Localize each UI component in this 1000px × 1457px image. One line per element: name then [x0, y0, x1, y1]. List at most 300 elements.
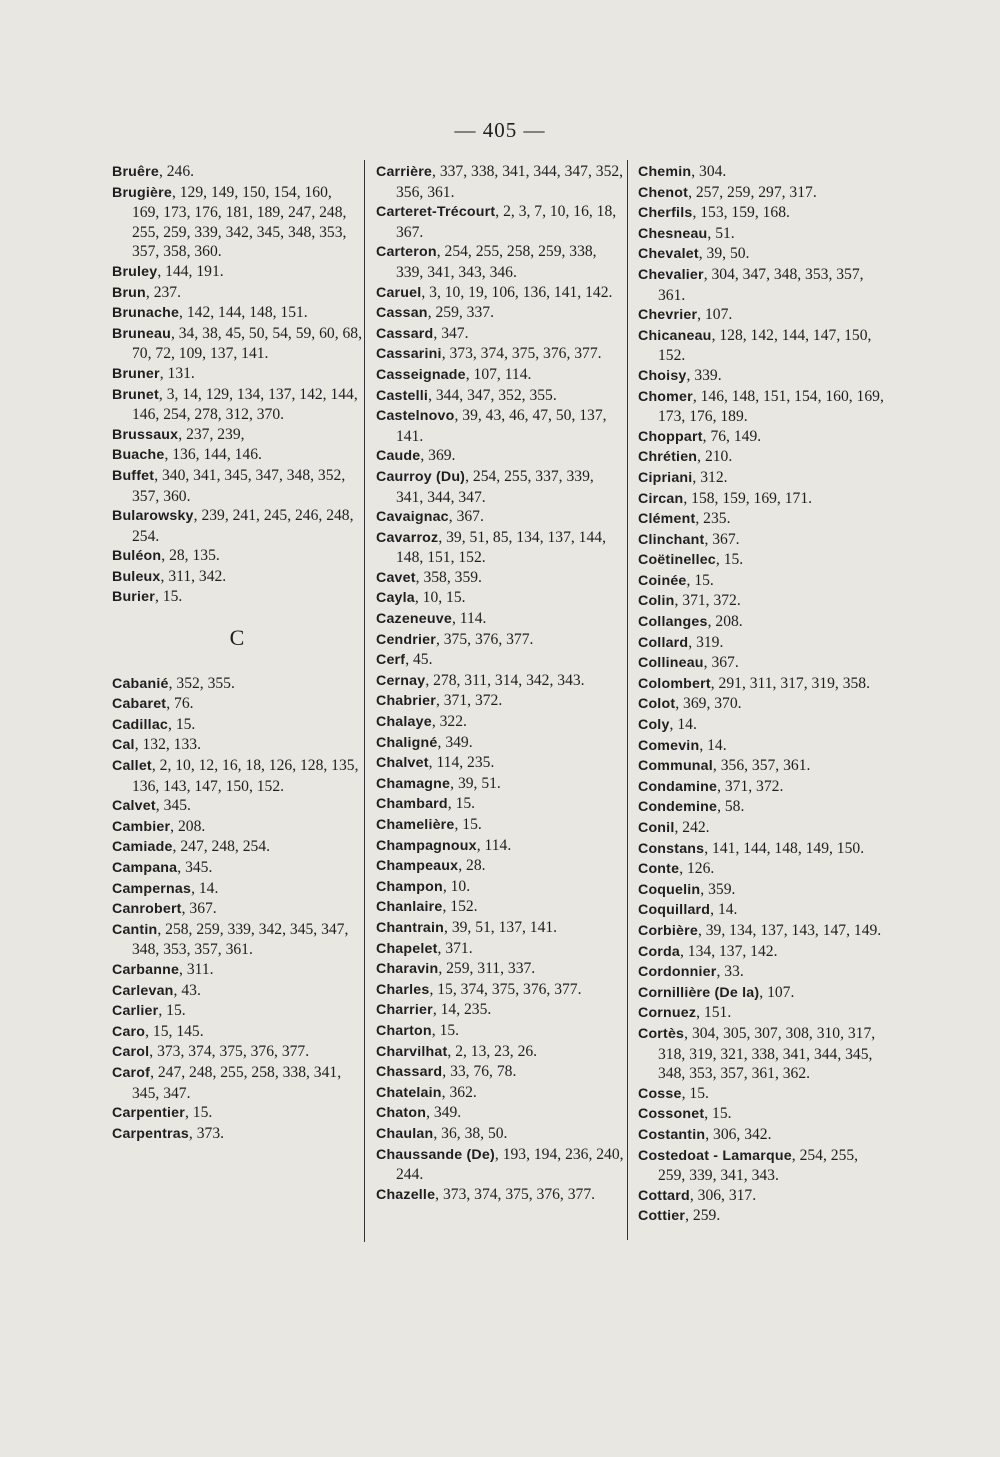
entry-name: Choppart	[638, 428, 703, 445]
entry-page-refs: , 358, 359.	[415, 568, 482, 586]
index-entry	[112, 735, 362, 756]
entry-page-refs: , 291, 311, 317, 319, 358.	[710, 674, 871, 692]
index-entry	[638, 183, 888, 204]
entry-name: Chicaneau	[638, 327, 712, 344]
index-entry	[112, 262, 362, 283]
entry-page-refs: , 3, 14, 129, 134, 137, 142, 144, 146, 254, 278, 312, 370.	[132, 385, 358, 424]
entry-page-refs: , 259, 311, 337.	[438, 960, 536, 978]
index-entry	[376, 386, 624, 407]
index-entry	[376, 202, 624, 242]
entry-page-refs: , 237.	[145, 283, 181, 301]
entry-name: Charrier	[376, 1002, 433, 1019]
entry-page-refs: , 14, 235.	[432, 1001, 492, 1019]
index-entry	[638, 1024, 888, 1084]
entry-name: Cavaignac	[376, 509, 449, 526]
entry-page-refs: , 136, 144, 146.	[164, 446, 262, 464]
entry-name: Cherfils	[638, 205, 693, 222]
entry-name: Champagnoux	[376, 837, 477, 854]
index-entry	[638, 468, 888, 489]
index-entry	[112, 858, 362, 879]
entry-name: Carteron	[376, 244, 437, 261]
index-entry	[376, 794, 624, 815]
entry-page-refs: , 15.	[168, 715, 196, 733]
entry-page-refs: , 14.	[669, 716, 697, 734]
index-entry	[638, 509, 888, 530]
index-entry	[376, 365, 624, 386]
entry-name: Cossonet	[638, 1106, 705, 1123]
index-entry	[112, 694, 362, 715]
entry-page-refs: , 51.	[707, 224, 735, 242]
index-entry	[638, 777, 888, 798]
index-entry	[112, 756, 362, 796]
entry-page-refs: , 373.	[188, 1124, 225, 1142]
entry-name: Charavin	[376, 961, 439, 978]
entry-page-refs: , 153, 159, 168.	[692, 204, 790, 222]
index-entry	[376, 1021, 624, 1042]
entry-page-refs: , 15.	[447, 795, 476, 813]
index-entry	[376, 650, 624, 671]
index-entry	[638, 715, 888, 736]
index-column-2	[376, 162, 624, 1205]
index-entry	[638, 736, 888, 757]
entry-page-refs: , 28.	[458, 857, 486, 875]
entry-name: Choisy	[638, 367, 687, 384]
entry-name: Brunet	[112, 386, 159, 403]
entry-name: Coquillard	[638, 902, 711, 919]
entry-name: Champeaux	[376, 858, 459, 875]
index-entry	[638, 983, 888, 1004]
entry-page-refs: , 373, 374, 375, 376, 377.	[435, 1185, 596, 1203]
entry-name: Conte	[638, 861, 680, 878]
entry-name: Cantin	[112, 921, 158, 938]
index-entry	[638, 1084, 888, 1105]
entry-page-refs: , 340, 341, 345, 347, 348, 352, 357, 360.	[132, 466, 346, 505]
entry-name: Cernay	[376, 672, 426, 689]
entry-name: Bruner	[112, 365, 160, 382]
index-entry	[638, 859, 888, 880]
entry-page-refs: , 126.	[679, 860, 715, 878]
index-entry	[638, 962, 888, 983]
entry-page-refs: , 151.	[696, 1004, 732, 1022]
entry-name: Communal	[638, 758, 713, 775]
entry-name: Coinée	[638, 572, 687, 589]
index-entry	[638, 921, 888, 942]
entry-name: Bularowsky	[112, 508, 194, 525]
index-entry	[112, 587, 362, 608]
entry-page-refs: , 371, 372.	[717, 777, 784, 795]
entry-page-refs: , 369, 370.	[675, 695, 742, 713]
entry-page-refs: , 239, 241, 245, 246, 248, 254.	[132, 507, 354, 545]
index-entry	[376, 1185, 624, 1206]
entry-page-refs: , 373, 374, 375, 376, 377.	[441, 345, 602, 363]
entry-name: Cayla	[376, 590, 415, 607]
entry-name: Comevin	[638, 737, 700, 754]
entry-page-refs: , 304, 347, 348, 353, 357, 361.	[658, 265, 864, 304]
entry-name: Cornuez	[638, 1005, 697, 1022]
entry-page-refs: , 39, 51, 137, 141.	[444, 918, 558, 936]
entry-name: Chenot	[638, 184, 689, 201]
entry-name: Cortès	[638, 1025, 685, 1042]
entry-page-refs: , 254, 255, 259, 339, 341, 343.	[658, 1146, 859, 1185]
index-entry	[112, 1022, 362, 1043]
entry-name: Cendrier	[376, 631, 436, 648]
index-entry	[376, 856, 624, 877]
entry-name: Buache	[112, 447, 165, 464]
entry-name: Coly	[638, 717, 670, 734]
entry-name: Carteret-Trécourt	[376, 204, 496, 221]
entry-page-refs: , 242.	[674, 819, 710, 836]
entry-name: Chaussande (De)	[376, 1146, 495, 1163]
entry-name: Castelli	[376, 387, 429, 404]
index-entry	[638, 203, 888, 224]
entry-name: Chrétien	[638, 449, 698, 466]
entry-name: Chaulan	[376, 1125, 434, 1142]
index-entry	[112, 183, 362, 262]
entry-name: Cipriani	[638, 469, 693, 486]
entry-page-refs: , 14.	[710, 901, 738, 919]
index-entry	[112, 837, 362, 858]
index-entry	[638, 880, 888, 901]
entry-name: Chapelet	[376, 940, 438, 957]
entry-name: Cal	[112, 737, 135, 754]
entry-page-refs: , 367.	[448, 508, 484, 526]
entry-page-refs: , 43.	[173, 981, 201, 999]
entry-name: Cazeneuve	[376, 611, 452, 628]
index-entry	[638, 653, 888, 674]
entry-page-refs: , 144, 191.	[157, 262, 224, 280]
entry-name: Bruneau	[112, 325, 171, 342]
index-entry	[376, 446, 624, 467]
entry-page-refs: , 339.	[686, 366, 722, 384]
entry-name: Canrobert	[112, 901, 182, 918]
entry-name: Chaton	[376, 1105, 427, 1122]
entry-page-refs: , 312.	[692, 468, 728, 486]
entry-name: Burier	[112, 589, 155, 606]
index-entry	[638, 489, 888, 510]
index-entry	[376, 815, 624, 836]
entry-page-refs: , 15.	[681, 1084, 709, 1102]
index-entry	[376, 980, 624, 1001]
entry-name: Coëtinellec	[638, 552, 716, 569]
entry-page-refs: , 39, 51, 85, 134, 137, 144, 148, 151, 152.	[396, 528, 606, 567]
entry-page-refs: , 142, 144, 148, 151.	[179, 304, 308, 322]
entry-page-refs: , 349.	[437, 733, 473, 751]
entry-name: Cavet	[376, 569, 416, 586]
index-entry	[376, 528, 624, 568]
index-entry	[376, 1103, 624, 1124]
entry-name: Cosse	[638, 1085, 682, 1102]
index-entry	[376, 897, 624, 918]
index-entry	[638, 1146, 888, 1186]
entry-name: Coquelin	[638, 881, 701, 898]
entry-name: Chambard	[376, 796, 448, 813]
entry-name: Chevrier	[638, 307, 698, 324]
entry-page-refs: , 128, 142, 144, 147, 150, 152.	[658, 326, 872, 365]
index-entry	[112, 546, 362, 567]
entry-page-refs: , 367.	[703, 654, 739, 672]
entry-name: Castelnovo	[376, 408, 455, 425]
entry-name: Charton	[376, 1022, 432, 1039]
index-entry	[376, 1062, 624, 1083]
index-entry	[638, 305, 888, 326]
index-entry	[376, 1124, 624, 1145]
entry-page-refs: , 39, 134, 137, 143, 147, 149.	[697, 921, 882, 939]
entry-name: Colin	[638, 593, 675, 610]
entry-page-refs: , 344, 347, 352, 355.	[428, 386, 557, 404]
entry-name: Charles	[376, 981, 430, 998]
entry-page-refs: , 247, 248, 254.	[172, 838, 271, 856]
entry-name: Conil	[638, 820, 675, 836]
entry-name: Chamagne	[376, 775, 451, 792]
entry-page-refs: , 208.	[707, 613, 743, 631]
entry-page-refs: , 15.	[155, 588, 183, 606]
entry-name: Charvilhat	[376, 1043, 448, 1060]
entry-page-refs: , 369.	[420, 447, 456, 465]
entry-name: Colot	[638, 696, 676, 713]
entry-name: Cassarini	[376, 346, 442, 363]
entry-page-refs: , 132, 133.	[134, 736, 201, 754]
entry-page-refs: , 210.	[697, 448, 733, 466]
entry-page-refs: , 367.	[181, 900, 217, 918]
index-entry	[376, 242, 624, 282]
entry-page-refs: , 235.	[695, 510, 731, 528]
entry-name: Cabanié	[112, 675, 169, 692]
entries-list	[638, 162, 888, 1227]
entry-name: Constans	[638, 840, 705, 857]
entry-page-refs: , 259, 337.	[427, 304, 494, 322]
entries-group-b	[112, 162, 362, 608]
entry-page-refs: , 254, 255, 258, 259, 338, 339, 341, 343, 346.	[396, 243, 597, 281]
entry-page-refs: , 311.	[179, 960, 214, 978]
entry-page-refs: , 45.	[405, 651, 433, 669]
entry-page-refs: , 15.	[184, 1104, 213, 1122]
entry-name: Brugière	[112, 184, 172, 201]
index-entry	[638, 900, 888, 921]
entry-page-refs: , 34, 38, 45, 50, 54, 59, 60, 68, 70, 72, 109, 137, 141.	[132, 324, 362, 363]
index-entry	[376, 774, 624, 795]
entry-page-refs: , 15.	[431, 1021, 460, 1039]
index-entry	[112, 283, 362, 304]
index-entry	[112, 506, 362, 546]
index-entry	[112, 445, 362, 466]
index-entry	[376, 671, 624, 692]
entry-name: Costedoat - Lamarque	[638, 1147, 792, 1164]
entry-name: Chalvet	[376, 755, 429, 772]
entry-page-refs: , 15.	[454, 816, 482, 833]
entry-page-refs: , 349.	[426, 1104, 462, 1122]
entry-page-refs: , 131.	[159, 364, 195, 382]
section-letter-heading: C	[229, 625, 245, 651]
index-entry	[376, 959, 624, 980]
entry-page-refs: , 146, 148, 151, 154, 160, 169, 173, 176, 189.	[658, 387, 884, 426]
index-entry	[112, 817, 362, 838]
entry-name: Brussaux	[112, 426, 179, 443]
entry-name: Brunache	[112, 305, 180, 322]
entry-page-refs: , 33, 76, 78.	[442, 1063, 517, 1081]
entry-name: Cavarroz	[376, 529, 439, 546]
index-entry	[638, 530, 888, 551]
entry-name: Carpentier	[112, 1105, 185, 1122]
entry-name: Chabrier	[376, 693, 436, 710]
index-entry	[112, 324, 362, 364]
entry-name: Carrière	[376, 164, 433, 180]
entry-name: Cottard	[638, 1187, 690, 1204]
entry-page-refs: , 58.	[717, 798, 745, 816]
index-entry	[376, 162, 624, 202]
entry-page-refs: , 10.	[442, 877, 471, 895]
entry-page-refs: , 3, 10, 19, 106, 136, 141, 142.	[421, 283, 613, 301]
index-entry	[638, 694, 888, 715]
index-entry	[376, 1145, 624, 1185]
entry-name: Chalaye	[376, 714, 432, 731]
index-entry	[638, 1125, 888, 1146]
entry-name: Chatelain	[376, 1084, 442, 1101]
column-divider	[627, 160, 628, 1240]
entry-page-refs: , 76.	[166, 695, 194, 713]
index-entry	[376, 691, 624, 712]
entry-name: Corbière	[638, 922, 698, 939]
index-entry	[112, 960, 362, 981]
entry-page-refs: , 306, 317.	[689, 1186, 757, 1204]
entry-page-refs: , 322.	[431, 713, 467, 731]
entry-page-refs: , 76, 149.	[702, 427, 762, 445]
entry-name: Cassard	[376, 325, 434, 342]
index-entry	[376, 344, 624, 365]
entry-page-refs: , 345.	[155, 797, 191, 815]
entry-name: Condamine	[638, 778, 718, 795]
index-entry	[112, 879, 362, 900]
index-column-1	[112, 162, 362, 1144]
entry-page-refs: , 114.	[476, 836, 512, 854]
entry-page-refs: , 134, 137, 142.	[680, 942, 778, 960]
entry-name: Caurroy (Du)	[376, 468, 466, 485]
entry-page-refs: , 246.	[158, 163, 195, 180]
index-entry	[376, 918, 624, 939]
index-entry	[112, 1001, 362, 1022]
entry-name: Colombert	[638, 675, 711, 692]
entry-name: Buleux	[112, 568, 161, 585]
entry-name: Collineau	[638, 655, 704, 672]
entry-name: Camiade	[112, 839, 173, 856]
index-entry	[112, 1103, 362, 1124]
index-entry	[376, 507, 624, 528]
entry-name: Campernas	[112, 880, 192, 897]
index-entry	[638, 387, 888, 427]
index-entry	[112, 796, 362, 817]
entry-page-refs: , 247, 248, 255, 258, 338, 341, 345, 347.	[132, 1063, 342, 1102]
entry-page-refs: , 107.	[697, 306, 733, 324]
entries-group-c	[112, 674, 362, 1145]
entry-name: Costantin	[638, 1126, 706, 1143]
index-entry	[376, 1083, 624, 1104]
entry-name: Circan	[638, 490, 684, 507]
index-entry	[112, 899, 362, 920]
entry-page-refs: , 362.	[441, 1083, 477, 1101]
entry-page-refs: , 371, 372.	[674, 592, 741, 610]
entry-page-refs: , 319.	[688, 633, 724, 651]
index-entry	[112, 920, 362, 960]
entry-name: Cornillière (De la)	[638, 984, 760, 1001]
entry-name: Casseignade	[376, 366, 466, 383]
entry-page-refs: , 2, 10, 12, 16, 18, 126, 128, 135, 136, 143, 147, 150, 152.	[132, 757, 359, 795]
entry-page-refs: , 375, 376, 377.	[435, 630, 534, 648]
entry-page-refs: , 337, 338, 341, 344, 347, 352, 356, 361.	[396, 163, 624, 201]
entry-name: Cordonnier	[638, 964, 717, 981]
entry-page-refs: , 306, 342.	[705, 1125, 772, 1143]
entry-page-refs: , 304, 305, 307, 308, 310, 317, 318, 319, 321, 338, 341, 344, 345, 348, 353, 357, 361, 362.	[658, 1024, 876, 1083]
entry-page-refs: , 15, 374, 375, 376, 377.	[429, 980, 582, 998]
entry-page-refs: , 39, 50.	[698, 245, 750, 263]
entry-page-refs: , 2, 13, 23, 26.	[447, 1042, 538, 1060]
entry-page-refs: , 114, 235.	[428, 754, 495, 772]
index-entry	[112, 466, 362, 506]
index-entry	[638, 162, 888, 183]
entry-page-refs: , 258, 259, 339, 342, 345, 347, 348, 353, 357, 361.	[132, 920, 349, 959]
entry-page-refs: , 10, 15.	[414, 589, 466, 607]
index-entry	[376, 324, 624, 345]
entry-page-refs: , 347.	[433, 324, 469, 342]
index-entry	[376, 836, 624, 857]
entry-page-refs: , 278, 311, 314, 342, 343.	[425, 671, 585, 689]
entry-page-refs: , 345.	[177, 859, 213, 876]
index-entry	[376, 1000, 624, 1021]
index-entry	[112, 1124, 362, 1145]
entry-page-refs: , 15.	[715, 551, 744, 569]
entry-name: Champon	[376, 878, 443, 895]
entry-name: Chevalier	[638, 266, 704, 283]
entry-name: Chazelle	[376, 1186, 436, 1203]
entry-name: Cottier	[638, 1208, 686, 1225]
entry-page-refs: , 237, 239,	[178, 425, 245, 443]
index-entry	[638, 591, 888, 612]
entry-page-refs: , 257, 259, 297, 317.	[688, 183, 817, 201]
entry-page-refs: , 36, 38, 50.	[433, 1124, 508, 1142]
index-entry	[376, 877, 624, 898]
entry-name: Cerf	[376, 652, 406, 669]
index-entry	[376, 467, 624, 507]
index-entry	[638, 1003, 888, 1024]
entry-page-refs: , 254, 255, 337, 339, 341, 344, 347.	[396, 467, 594, 506]
entry-name: Carlier	[112, 1003, 159, 1020]
index-entry	[638, 818, 888, 839]
entry-page-refs: , 311, 342.	[160, 567, 227, 585]
entry-name: Carof	[112, 1064, 151, 1081]
index-entry	[638, 427, 888, 448]
index-entry	[638, 447, 888, 468]
index-entry	[112, 981, 362, 1002]
entry-name: Chanlaire	[376, 899, 443, 916]
index-entry	[638, 550, 888, 571]
entry-page-refs: , 129, 149, 150, 154, 160, 169, 173, 176, 181, 189, 247, 248, 255, 259, 339, 342, 345, 348, 353, 357, 358, 360.	[132, 183, 347, 261]
entry-page-refs: , 107.	[759, 983, 795, 1001]
entry-name: Chassard	[376, 1064, 443, 1081]
index-entry	[376, 406, 624, 446]
index-entry	[376, 733, 624, 754]
entry-page-refs: , 114.	[451, 610, 487, 628]
entry-page-refs: , 193, 194, 236, 240, 244.	[396, 1145, 624, 1184]
entry-name: Chesneau	[638, 225, 708, 242]
entry-name: Chemin	[638, 164, 692, 180]
entry-page-refs: , 14.	[191, 879, 219, 897]
index-entry	[638, 612, 888, 633]
entry-page-refs: , 2, 3, 7, 10, 16, 18, 367.	[396, 203, 617, 241]
entry-name: Cadillac	[112, 716, 169, 733]
index-entry	[638, 633, 888, 654]
index-entry	[376, 609, 624, 630]
entry-name: Condemine	[638, 799, 718, 816]
index-entry	[376, 568, 624, 589]
index-entry	[112, 162, 362, 183]
